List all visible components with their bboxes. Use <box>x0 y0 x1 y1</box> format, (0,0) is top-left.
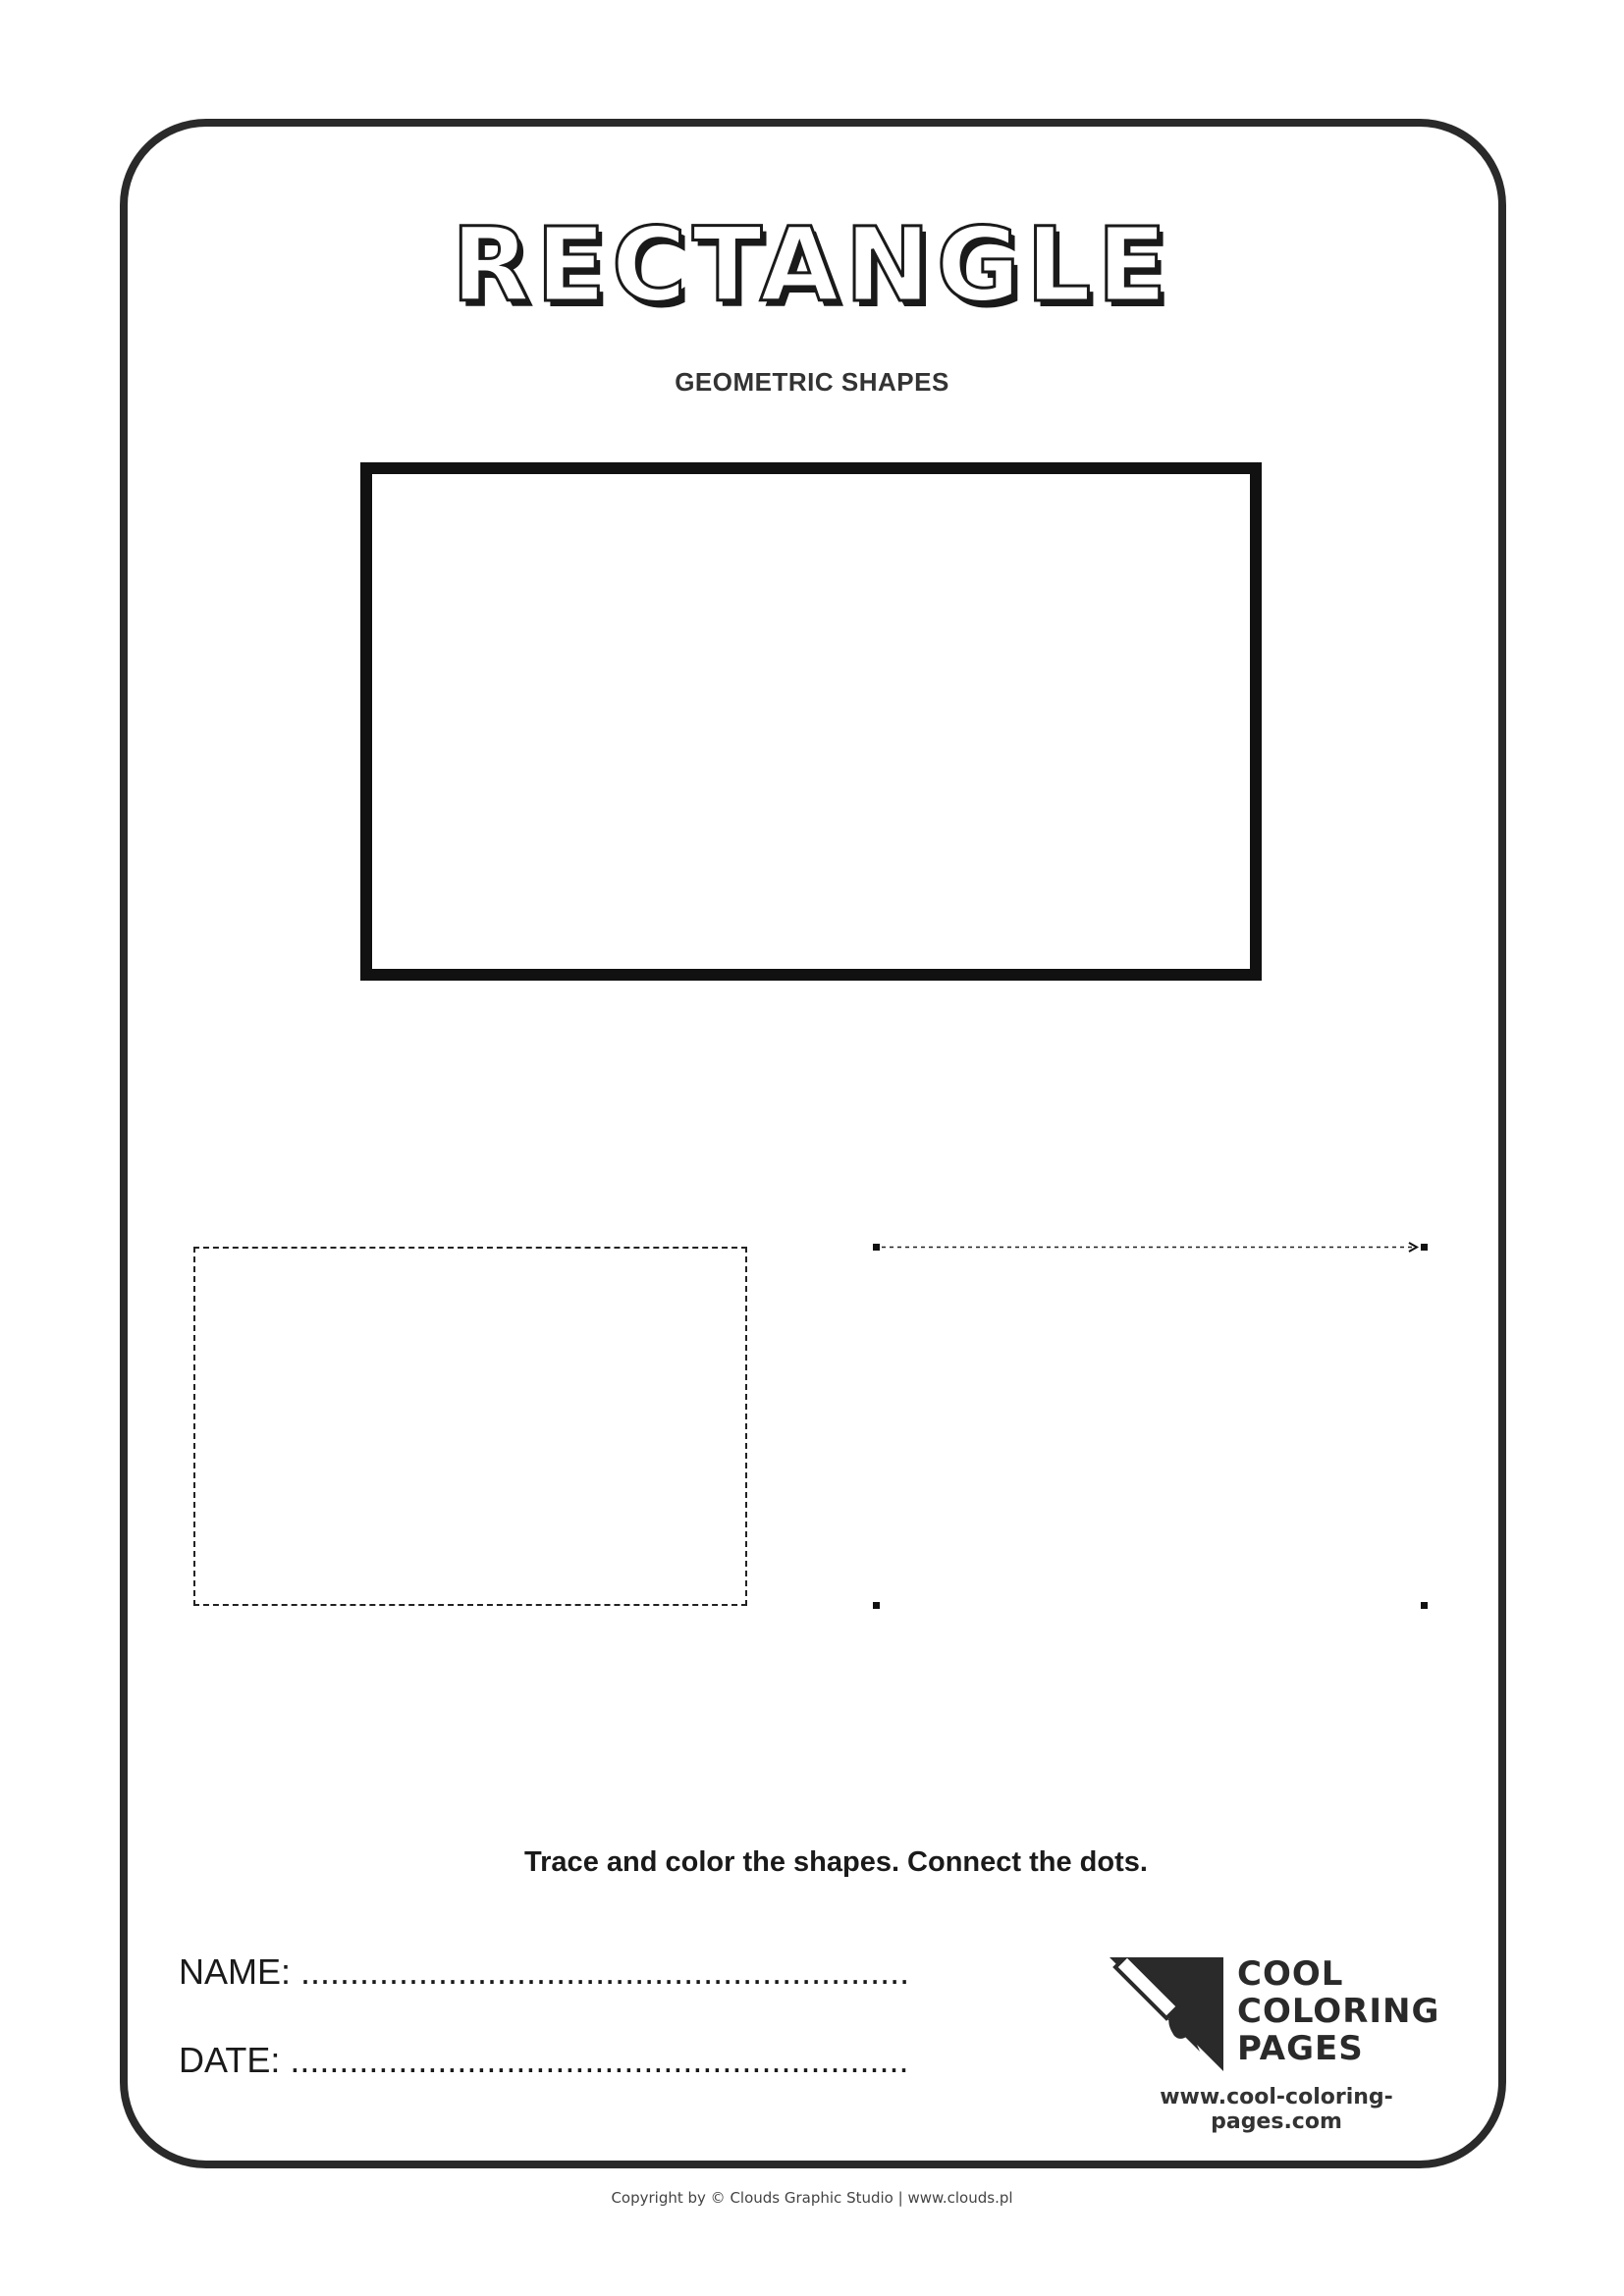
logo-url-link[interactable]: www.cool-coloring-pages.com <box>1160 2085 1393 2134</box>
logo-text <box>1237 1955 1439 2067</box>
logo-line-1: COOL <box>1237 1954 1344 1994</box>
logo-line-2: COLORING <box>1237 1992 1440 2031</box>
date-field: DATE: ............................................................... <box>179 2040 909 2080</box>
pencil-logo-icon <box>1110 1957 1223 2071</box>
rectangle-shape <box>360 462 1262 981</box>
logo-line-3: PAGES <box>1237 2029 1364 2068</box>
page-title: RECTANGLE <box>451 205 1173 325</box>
cool-coloring-pages-logo <box>1110 1954 1443 2075</box>
instructions-text: Trace and color the shapes. Connect the dots. <box>524 1846 1148 1878</box>
dot-bottom-left <box>873 1602 880 1609</box>
name-field: NAME: .............................................................. <box>179 1951 910 1992</box>
connect-the-dots <box>864 1237 1434 1620</box>
copyright-text: Copyright by © Clouds Graphic Studio | www.clouds.pl <box>611 2189 1013 2207</box>
page-subtitle: GEOMETRIC SHAPES <box>675 367 949 397</box>
dot-top-left <box>873 1244 880 1251</box>
dashed-trace-rectangle <box>193 1247 747 1606</box>
dot-top-right <box>1421 1244 1428 1251</box>
dot-bottom-right <box>1421 1602 1428 1609</box>
